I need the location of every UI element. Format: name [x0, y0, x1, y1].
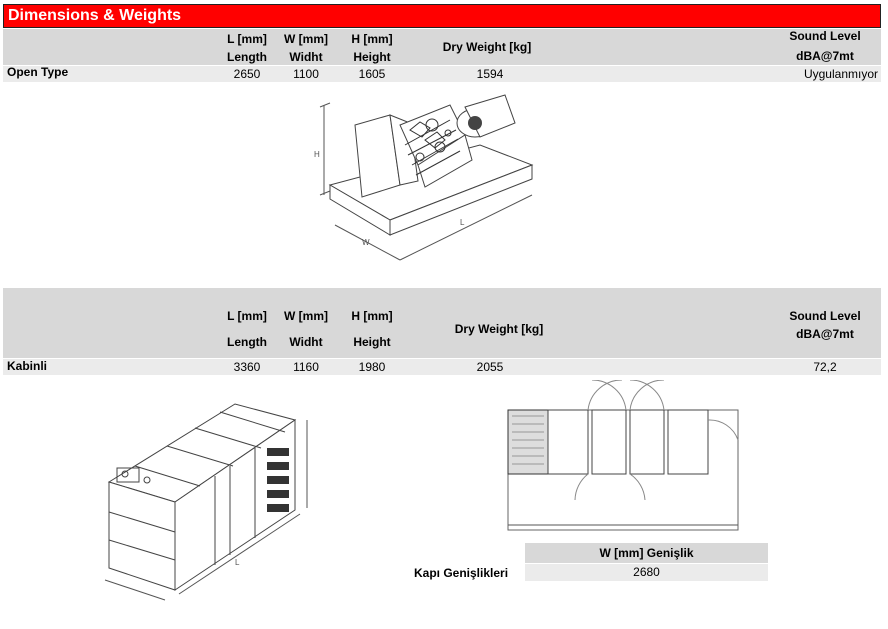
width-dim-letter: W: [362, 238, 370, 247]
open-sound-level: Uygulanmıyor: [803, 67, 878, 81]
door-widths-label: Kapı Genişlikleri: [414, 566, 509, 580]
length-dim-letter: L: [460, 218, 465, 227]
cabin-col-h-top: H [mm]: [351, 309, 393, 323]
cabin-col-sound-bottom: dBA@7mt: [796, 327, 854, 341]
cabin-width: 1160: [293, 360, 319, 374]
cabin-header-row: [3, 288, 881, 358]
open-type-label: Open Type: [7, 65, 69, 79]
open-data-row: [3, 66, 881, 82]
open-type-generator-drawing: [300, 85, 550, 270]
cabin-label: Kabinli: [7, 359, 48, 373]
cabin-col-l-bottom: Length: [227, 335, 267, 349]
cabin-data-row: [3, 359, 881, 375]
cabin-height: 1980: [358, 360, 386, 374]
cabin-length-dim-letter: L: [235, 558, 240, 567]
open-width: 1100: [293, 67, 319, 81]
cabin-col-dry: Dry Weight [kg]: [454, 322, 544, 336]
door-header-text: W [mm] Genişlik: [599, 546, 694, 560]
cabin-col-h-bottom: Height: [353, 335, 391, 349]
cabin-generator-drawing: [95, 390, 325, 605]
section-title: Dimensions & Weights: [8, 7, 182, 24]
open-dry-weight: 1594: [476, 67, 504, 81]
cabin-col-w-top: W [mm]: [284, 309, 328, 323]
cabin-top-view-drawing: [495, 380, 755, 535]
height-dim-letter: H: [314, 150, 320, 159]
cabin-col-sound-top: Sound Level: [789, 309, 861, 323]
col-w-bottom: Widht: [289, 50, 323, 64]
cabin-col-w-bottom: Widht: [289, 335, 323, 349]
col-h-top: H [mm]: [351, 32, 393, 46]
door-width-value: 2680: [633, 565, 660, 579]
col-dry: Dry Weight [kg]: [442, 40, 532, 54]
col-l-bottom: Length: [227, 50, 267, 64]
col-sound-top: Sound Level: [789, 29, 861, 43]
col-sound-bottom: dBA@7mt: [796, 49, 854, 63]
col-w-top: W [mm]: [284, 32, 328, 46]
section-title-bar: [3, 4, 881, 28]
open-height: 1605: [358, 67, 386, 81]
cabin-col-l-top: L [mm]: [227, 309, 267, 323]
cabin-dry-weight: 2055: [476, 360, 504, 374]
col-l-top: L [mm]: [227, 32, 267, 46]
col-h-bottom: Height: [353, 50, 391, 64]
cabin-length: 3360: [233, 360, 261, 374]
cabin-sound-level: 72,2: [813, 360, 837, 374]
open-length: 2650: [233, 67, 261, 81]
